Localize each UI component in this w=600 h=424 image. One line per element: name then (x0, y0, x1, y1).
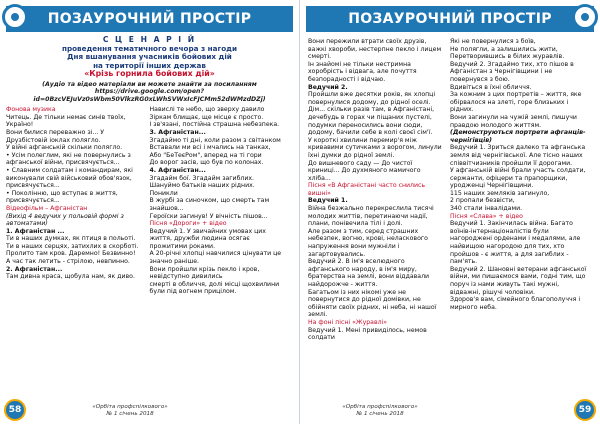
paragraph: Вдивіться в їхні обличчя. (450, 83, 532, 91)
paragraph: Пісня «Слава» + відео (450, 212, 523, 220)
left-text-columns (0, 106, 299, 296)
paragraph: Там дивна краса, щобула нам, як диво. (6, 273, 135, 281)
paragraph: • Поколінню, що вступає в життя, присвячується... (6, 189, 118, 205)
paragraph: Ти в наших думках, як птиця в польоті. (6, 235, 136, 243)
paragraph: Вставали ми всі і мчались на танках, (149, 144, 271, 152)
paragraph: Але разом з тим, серед страшних небезпек, вогню, крові, неласкового напруження вони мужніли і загартовувались. (308, 227, 428, 258)
paragraph: Героїски загинув! У вічність пішов... (149, 212, 268, 220)
footer (310, 404, 450, 418)
paragraph: 340 стали інвалідами. (450, 205, 523, 213)
media-note-text: (Аудіо та відео матеріали ви можете знайти за посиланням (42, 80, 257, 88)
page-number: 58 (4, 399, 26, 421)
left-column-1 (6, 106, 150, 296)
footer-issue: № 1 січень 2018 (106, 411, 154, 417)
paragraph: Пісня «Дороги» + відео (149, 220, 227, 228)
paragraph: Які не повернулися з боїв, (450, 38, 536, 45)
page-banner: ПОЗАУРОЧНИЙ ПРОСТІР (306, 6, 594, 32)
paragraph: Ведучий 2. Згадаймо тих, хто пішов в Афганістан з Чернігівщини і не повернувся з бою. (450, 60, 574, 83)
paragraph: Пісня «В Афганістані часто снились вишні» (308, 182, 426, 197)
paragraph: Ти в наших серцях, затихлих в скорботі. (6, 242, 139, 250)
paragraph: Згадайм бої. Згадайм загиблих. (149, 174, 254, 182)
paragraph: Ведучий 1. Мені привиділось, немов солдати (308, 326, 427, 342)
paragraph: Ведучий 2. Шановні ветерани афганської війни, ми пишаємося вами, годні тим, що поруч із нами живуть такі мужні, відважні, рішучі чоловіки. (450, 265, 587, 296)
paragraph: До вишневого саду — До чистої криниці... До духмяного мамичого хліба... (308, 159, 421, 182)
paragraph: Відеофільм – Афганістан (6, 204, 88, 212)
scenario-event-title: «Крізь горнила бойових дій» (84, 69, 215, 79)
paragraph: І зв'язані, постійна страшна небезпека. (149, 121, 280, 129)
left-column-2 (150, 106, 294, 296)
paragraph: Вони пройшли крізь пекло і кров, невідступно дивились (149, 265, 260, 281)
paragraph: За кожним з цих портретів – життя, яке обірвалося на злеті, горе близьких і рідних. (450, 91, 582, 114)
gear-logo-icon (2, 4, 28, 30)
paragraph: • Славним солдатам і командирам, які виконували свій військовий обов'язок, присвячується... (6, 166, 133, 190)
page-banner: ПОЗАУРОЧНИЙ ПРОСТІР (6, 6, 293, 32)
paragraph: Пролито там кров. Даремно! Безвинно! (6, 250, 136, 258)
paragraph: Ведучий 1. (308, 197, 348, 205)
right-page (300, 0, 600, 424)
footer-publication: «Орбіта профспілкового» (92, 404, 168, 410)
right-text-columns (300, 38, 600, 342)
gear-logo-icon (572, 4, 598, 30)
paragraph: Здоров'я вам, сімейного благополуччя і мирного неба. (450, 296, 581, 311)
paragraph: Ведучий 1. Зриться далеко та афганська земля від чернігівської. Але тісно наших співвітчизників пройшли її дорогами. (450, 144, 586, 167)
paragraph: У короткі хвилини перемир'я між кривавими сутичками з ворогом, линули їхні думки до рідної землі. (308, 136, 442, 159)
paragraph: Поникли (149, 189, 178, 197)
paragraph: У афганській війні брали участь солдати, сержанти, офіцери та прапорщики, уродженці Чернігівщини. (450, 167, 586, 190)
paragraph: Ведучий 1. У звичайних умовах цих життя, дружби людина осягає прожитими роками. (149, 227, 266, 250)
scenario-subtitle-2: Дня вшанування учасників бойових дій (67, 52, 232, 62)
paragraph: Вони загинули на чужій землі, пишучи правдою молодого життям. (450, 113, 577, 129)
footer (60, 404, 200, 418)
paragraph: Читець. Де тільки немає синів твоїх, Україно! (6, 113, 126, 129)
paragraph: Війна безжально перекреслила тисячі молодих життів, перетинаючи надії, плани, понівечила тілі і долі. (308, 205, 434, 228)
right-column-2 (450, 38, 592, 342)
paragraph: Ін знайомі не тільки нестримна хоробрість і відвага, але почуття безпорадності і відчаю. (308, 60, 417, 83)
scenario-header (0, 36, 299, 79)
paragraph: Дім... скільки разів там, в Афганістані, дечебудь в горах чи піщаних пустелі, подумки переносились вони сюди, додому, бачили себе в колі своєї сім'ї. (308, 106, 435, 137)
paragraph: В журбі за синочком, що смерть там знайшов... (149, 197, 270, 212)
scenario-subtitle-3: на території інших держав (93, 60, 206, 70)
right-column-1 (308, 38, 450, 342)
paragraph: • Усім полеглим, які не повернулись з афганської війни, присвячується... (6, 151, 131, 167)
page-number: 59 (574, 399, 596, 421)
paragraph: 2. Афганістан... (6, 265, 63, 273)
paragraph: А час так летить - стрілою, невпинно. (6, 258, 130, 266)
paragraph: смерті в обличчя, долі місці щохвилини були під вогнем прицілом. (149, 280, 280, 296)
paragraph: Ведучий 1. Закінчилась війна. Багато воїнів-інтернаціоналістів були нагороджені орденами і медалями, але найвищою нагородою для тих, хто пройшов - є життя, а для загиблих - пам'ять. (450, 220, 581, 266)
paragraph: Зіркам блищає, ще місце є просто. (149, 113, 264, 121)
paragraph: Фонова музика (6, 106, 56, 114)
paragraph: Пройшли вже десятки років, як хлопці повернулися додому, до рідної оселі. (308, 91, 436, 106)
paragraph: 1. Афганістан ... (6, 227, 65, 235)
paragraph: (Вихід 4 ведучих у польовій формі з автоматами) (6, 212, 124, 228)
paragraph: Навислі те небо, що зверху давило (149, 106, 265, 114)
paragraph: На фоні пісні «Журавлі» (308, 318, 388, 326)
paragraph: Або "БеТеєРом", вперед на ті гори (149, 151, 262, 159)
paragraph: Багатьом із них нікомі уже не повернутися до рідної домівки, не обійняти своїх рідних, ні неба, ні нашої землі. (308, 288, 437, 319)
media-note (0, 81, 299, 103)
paragraph: Шануймо батьків наших рідних. (149, 182, 255, 190)
media-note-link[interactable]: https://drive.google.com/open?id=0BzcVEJuVz0sWbm50VlkzRG0xLWhSVWxIcFJCMm52dWMzdDZj) (33, 88, 266, 103)
paragraph: У війні афганській скільки полягло. (6, 144, 123, 152)
paragraph: Ведучий 2. (308, 83, 348, 91)
paragraph: А 20-річні хлопці навчилися цінувати це значно раніше. (149, 250, 282, 266)
paragraph: Не полягли, а залишились жити, (450, 45, 558, 53)
footer-publication: «Орбіта профспілкового» (342, 404, 418, 410)
paragraph: Вони билися переважно зі... У Друзбістовій іоклах полягло. (6, 128, 105, 144)
paragraph: До ворог засів, що був по колонах. (149, 159, 264, 167)
footer-issue: № 1 січень 2018 (356, 411, 404, 417)
paragraph: Вони пережили втрати своїх друзів, важкі хвороби, нестерпне пекло і лицем смерті. (308, 38, 442, 61)
paragraph: 4. Афганістан... (149, 166, 206, 174)
paragraph: Перетворившись в білих журавлів. (450, 53, 565, 61)
scenario-subtitle-1: проведення тематичного вечора з нагоди (61, 43, 238, 53)
paragraph: 2 пропали безвісти, (450, 197, 515, 205)
scenario-title: С Ц Е Н А Р І Й (102, 35, 197, 44)
paragraph: 115 наших земляків загинуло, (450, 189, 550, 197)
paragraph: 3. Афганістан... (149, 128, 206, 136)
paragraph: Ведучий 2. В ім'я вселюдного афганського народу, в ім'я миру, братерства на землі, вони віддавали найдорожче - життя. (308, 258, 430, 288)
paragraph: Згадаймо ті дні, коли разом з світанком (149, 136, 281, 144)
paragraph: (Демонструються портрети афганців-чернігівців) (450, 129, 586, 144)
